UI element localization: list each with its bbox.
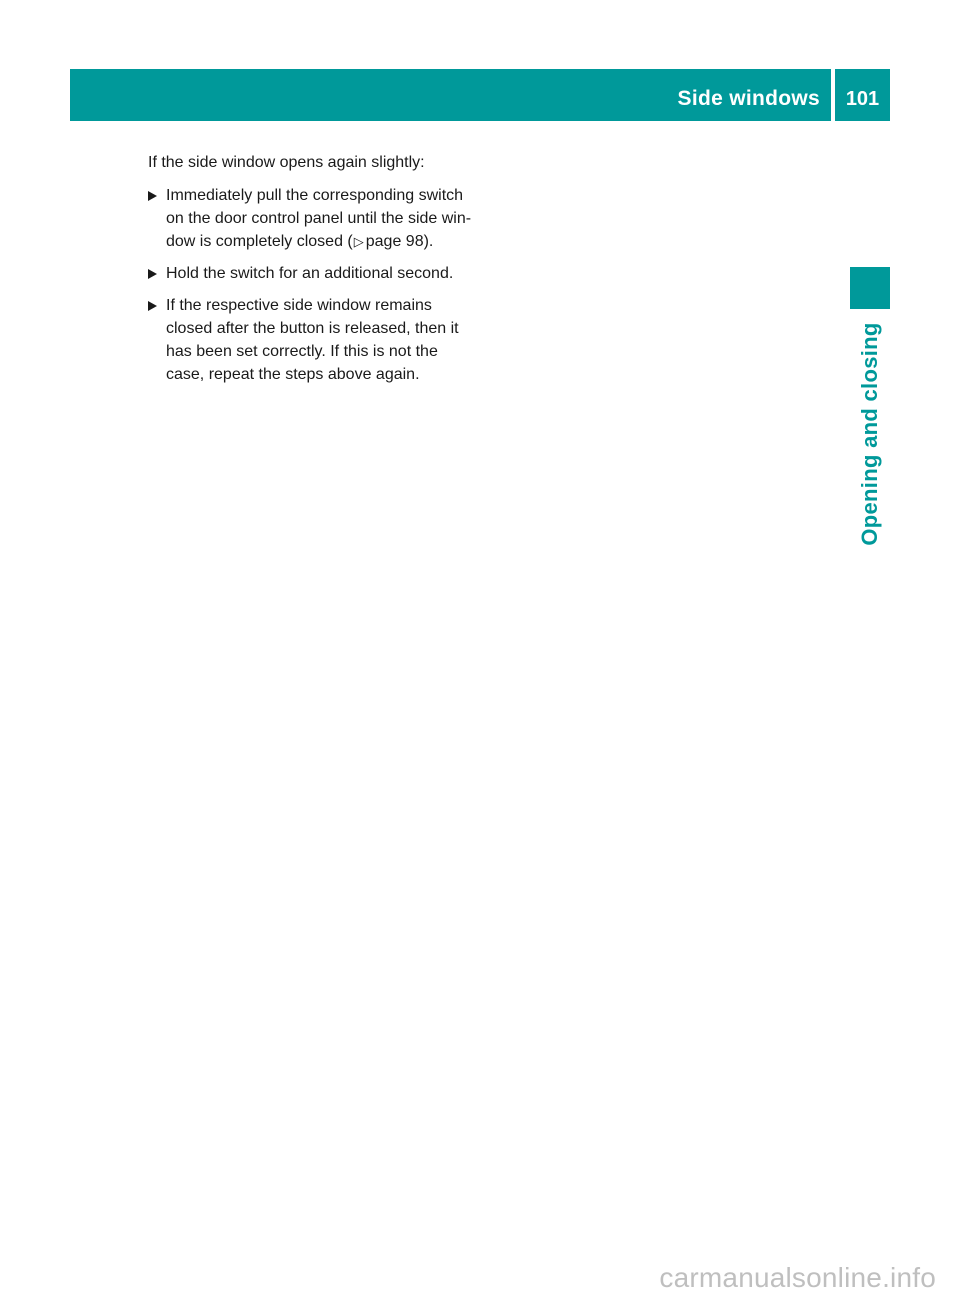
step-1-line-1: Immediately pull the corresponding switch — [166, 187, 464, 204]
step-2 — [148, 262, 488, 285]
step-2-line-1: Hold the switch for an additional second. — [166, 265, 454, 282]
step-arrow-icon — [148, 191, 157, 201]
page-number: 101 — [845, 88, 880, 110]
step-3-line-4: case, repeat the steps above again. — [166, 366, 420, 383]
page-reference-icon: ▷ — [353, 234, 364, 249]
step-1-line-3: dow is completely closed ( — [166, 233, 353, 250]
intro-paragraph: If the side window opens again slightly: — [148, 154, 425, 171]
main-content — [148, 151, 488, 395]
step-arrow-icon — [148, 269, 157, 279]
header-bar — [70, 69, 890, 121]
watermark-text: carmanualsonline.info — [659, 1262, 936, 1293]
step-3-line-1: If the respective side window remains — [166, 297, 432, 314]
section-title: Side windows — [677, 87, 820, 110]
chapter-tab-marker — [850, 267, 890, 309]
step-3 — [148, 294, 488, 386]
step-3-line-2: closed after the button is released, then it — [166, 320, 459, 337]
page-reference-link[interactable]: page 98). — [365, 233, 434, 250]
step-1-line-2: on the door control panel until the side win- — [166, 210, 472, 227]
step-3-line-3: has been set correctly. If this is not the — [166, 343, 438, 360]
step-arrow-icon — [148, 301, 157, 311]
step-1 — [148, 184, 488, 253]
chapter-label: Opening and closing — [857, 322, 882, 546]
